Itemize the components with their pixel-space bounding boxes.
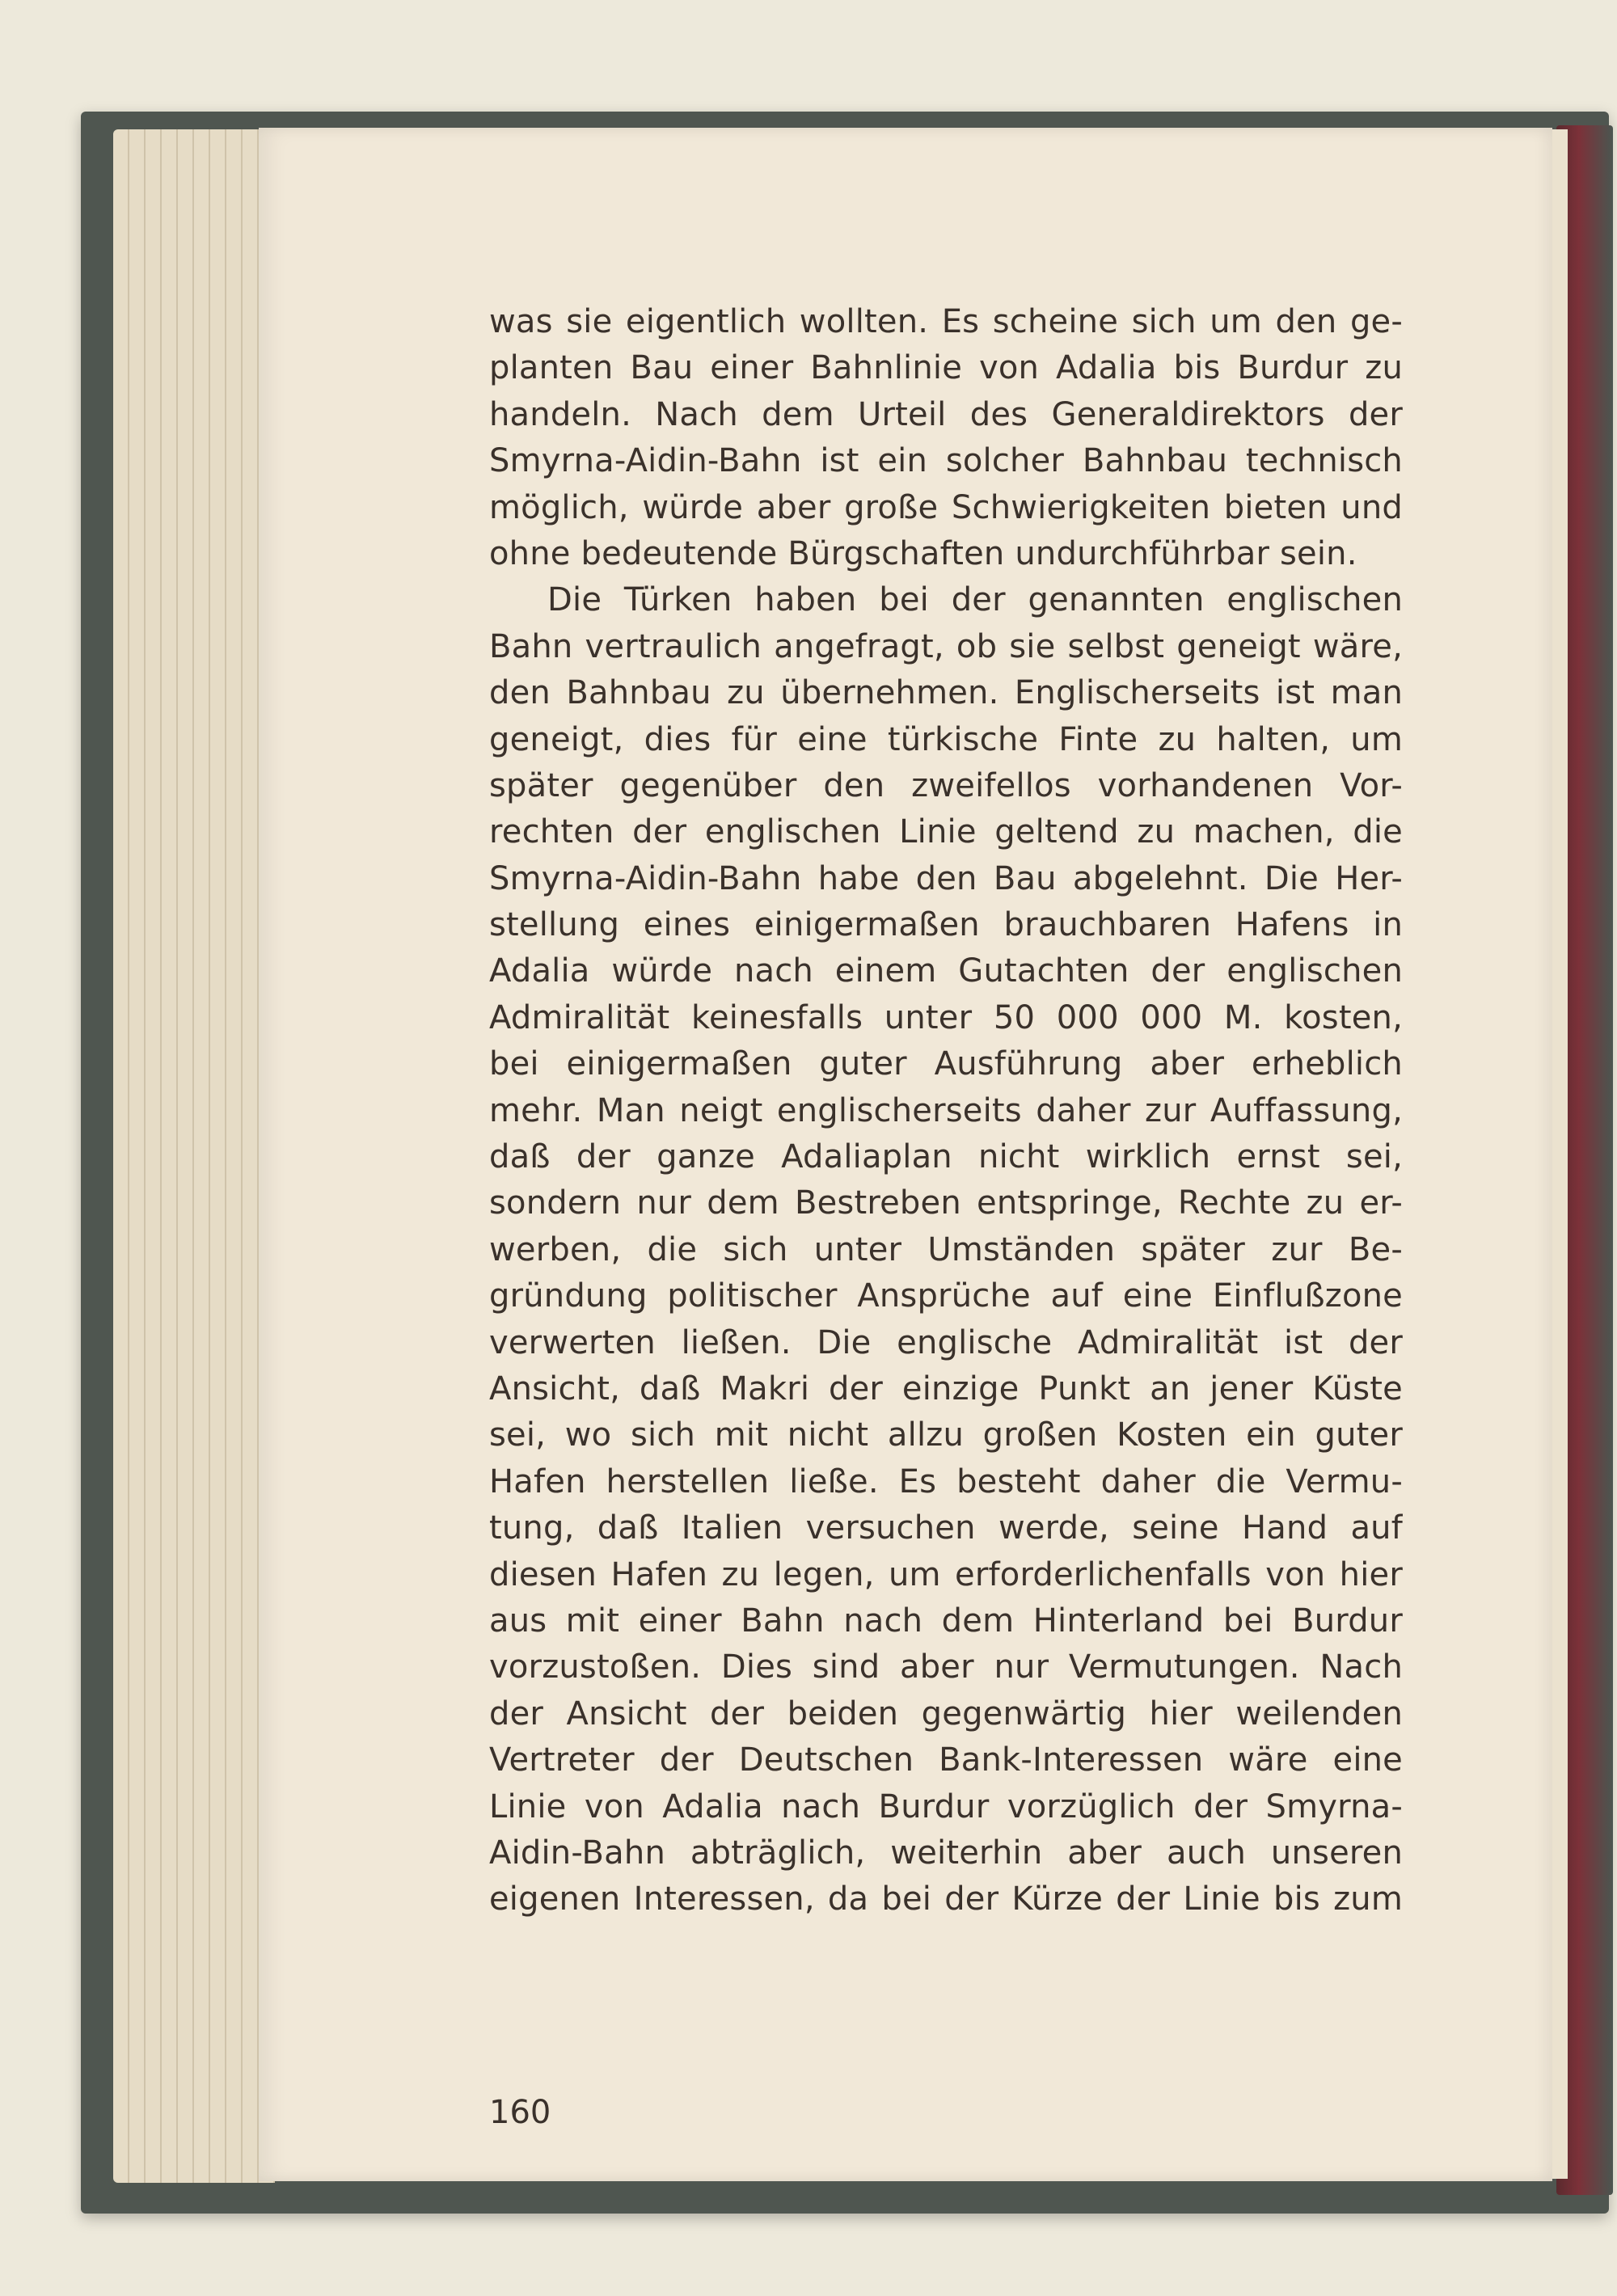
text-line: was sie eigentlich wollten. Es scheine sich um den ge- bbox=[489, 303, 1403, 340]
text-line: Die Türken haben bei der genannten englischen bbox=[547, 581, 1403, 619]
text-line: tung, daß Italien versuchen werde, seine Hand auf bbox=[489, 1509, 1403, 1547]
text-line: ohne bedeutende Bürgschaften undurchführbar sein. bbox=[489, 534, 1357, 572]
text-line: Smyrna-Aidin-Bahn ist ein solcher Bahnbau technisch bbox=[489, 442, 1403, 480]
text-line: möglich, würde aber große Schwierigkeiten bieten und bbox=[489, 488, 1403, 526]
text-line: vorzustoßen. Dies sind aber nur Vermutungen. Nach bbox=[489, 1648, 1403, 1686]
text-line: Bahn vertraulich angefragt, ob sie selbst geneigt wäre, bbox=[489, 627, 1403, 665]
page-stack-edges bbox=[113, 129, 275, 2183]
text-line: sei, wo sich mit nicht allzu großen Kosten ein guter bbox=[489, 1416, 1403, 1454]
text-line: geneigt, dies für eine türkische Finte zu halten, um bbox=[489, 720, 1403, 758]
text-line: Adalia würde nach einem Gutachten der englischen bbox=[489, 952, 1403, 990]
text-line: Aidin-Bahn abträglich, weiterhin aber auch unseren bbox=[489, 1834, 1403, 1872]
page-text bbox=[489, 299, 1403, 1923]
text-line: rechten der englischen Linie geltend zu machen, die bbox=[489, 813, 1403, 851]
text-line: gründung politischer Ansprüche auf eine Einflußzone bbox=[489, 1277, 1403, 1315]
text-line: Linie von Adalia nach Burdur vorzüglich der Smyrna- bbox=[489, 1787, 1403, 1825]
text-line: Hafen herstellen ließe. Es besteht daher die Vermu- bbox=[489, 1462, 1403, 1500]
text-line: Smyrna-Aidin-Bahn habe den Bau abgelehnt. Die Her- bbox=[489, 859, 1403, 897]
text-line: handeln. Nach dem Urteil des Generaldirektors der bbox=[489, 395, 1403, 433]
text-line: Vertreter der Deutschen Bank-Interessen wäre eine bbox=[489, 1741, 1403, 1779]
text-line: eigenen Interessen, da bei der Kürze der Linie bis zum bbox=[489, 1880, 1403, 1918]
text-line: der Ansicht der beiden gegenwärtig hier weilenden bbox=[489, 1695, 1403, 1733]
text-line: verwerten ließen. Die englische Admiralität ist der bbox=[489, 1323, 1403, 1361]
text-line: den Bahnbau zu übernehmen. Englischerseits ist man bbox=[489, 674, 1403, 712]
book-page bbox=[259, 128, 1552, 2181]
text-line: Admiralität keinesfalls unter 50 000 000 M. kosten, bbox=[489, 998, 1403, 1036]
text-line: sondern nur dem Bestreben entspringe, Rechte zu er- bbox=[489, 1184, 1403, 1222]
text-line: aus mit einer Bahn nach dem Hinterland bei Burdur bbox=[489, 1602, 1403, 1640]
text-line: diesen Hafen zu legen, um erforderlichenfalls von hier bbox=[489, 1555, 1403, 1593]
text-line: werben, die sich unter Umständen später zur Be- bbox=[489, 1230, 1403, 1268]
text-line: bei einigermaßen guter Ausführung aber erheblich bbox=[489, 1045, 1403, 1083]
page-number: 160 bbox=[489, 2094, 551, 2131]
text-line: daß der ganze Adaliaplan nicht wirklich ernst sei, bbox=[489, 1138, 1403, 1176]
text-line: Ansicht, daß Makri der einzige Punkt an jener Küste bbox=[489, 1370, 1403, 1408]
text-line: planten Bau einer Bahnlinie von Adalia bis Burdur zu bbox=[489, 349, 1403, 387]
text-line: später gegenüber den zweifellos vorhandenen Vor- bbox=[489, 766, 1403, 804]
text-line: stellung eines einigermaßen brauchbaren Hafens in bbox=[489, 906, 1403, 944]
text-line: mehr. Man neigt englischerseits daher zur Auffassung, bbox=[489, 1091, 1403, 1129]
